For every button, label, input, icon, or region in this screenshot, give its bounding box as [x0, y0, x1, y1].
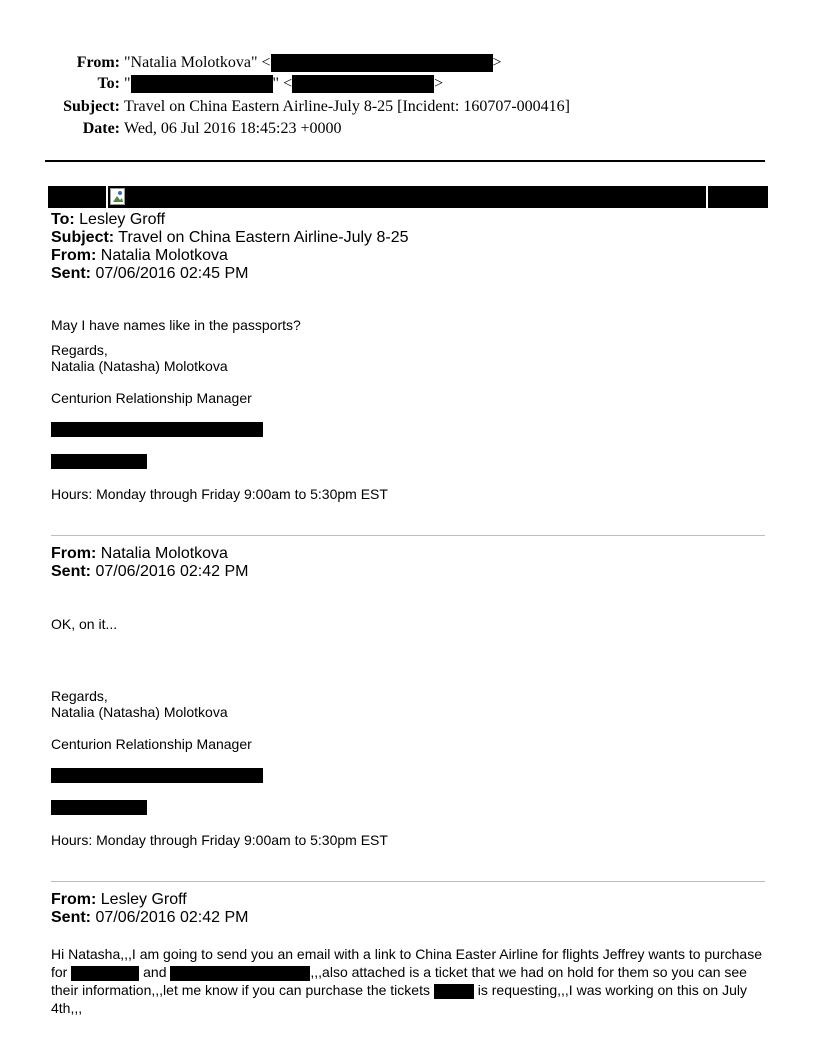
redacted-banner [48, 186, 768, 208]
msg1-hours: Hours: Monday through Friday 9:00am to 5:30pm EST [51, 486, 388, 502]
header-from-name: "Natalia Molotkova" < [124, 54, 271, 71]
msg2-sent [51, 563, 248, 581]
header-date: Wed, 06 Jul 2016 18:45:23 +0000 [124, 120, 342, 137]
msg1-from-label: From: [51, 247, 97, 264]
header-to-label: To: [97, 75, 120, 92]
redaction-box [71, 966, 139, 981]
msg1-title: Centurion Relationship Manager [51, 390, 252, 406]
msg3-line2 [51, 964, 747, 981]
redaction-box [51, 422, 263, 437]
msg1-subject-value: Travel on China Eastern Airline-July 8-25 [118, 229, 409, 246]
msg2-hours: Hours: Monday through Friday 9:00am to 5:30pm EST [51, 832, 388, 848]
msg1-to-label: To: [51, 211, 75, 228]
message-divider [51, 881, 765, 882]
redaction-box [170, 966, 310, 981]
msg1-subject-label: Subject: [51, 229, 115, 246]
msg1-subject [51, 229, 409, 247]
header-subject: Travel on China Eastern Airline-July 8-25 [Incident: 160707-000416] [124, 98, 570, 115]
msg1-to [51, 211, 165, 229]
msg1-from-value: Natalia Molotkova [100, 247, 228, 264]
msg2-regards: Regards, [51, 688, 108, 704]
header-subject-label: Subject: [63, 98, 120, 115]
msg3-line2-for: for [51, 964, 68, 980]
redaction-box [51, 454, 147, 469]
msg3-sent [51, 909, 248, 927]
msg1-sent [51, 265, 248, 283]
header-from-label: From: [76, 54, 120, 71]
msg3-sent-label: Sent: [51, 909, 91, 926]
redaction-box [51, 800, 147, 815]
header-to-close: > [434, 75, 444, 92]
banner-divider [106, 186, 108, 208]
broken-image-icon [110, 188, 125, 205]
msg1-body: May I have names like in the passports? [51, 317, 301, 333]
msg2-from [51, 545, 228, 563]
msg3-line1: Hi Natasha,,,I am going to send you an email with a link to China Easter Airline for flights Jeffrey wants to purchase [51, 946, 762, 962]
redaction-box [51, 768, 263, 783]
msg2-signature-name: Natalia (Natasha) Molotkova [51, 704, 228, 720]
banner-divider [706, 186, 708, 208]
msg1-sent-label: Sent: [51, 265, 91, 282]
msg3-from [51, 891, 187, 909]
msg3-line3 [51, 982, 747, 999]
msg3-from-label: From: [51, 891, 97, 908]
header-to-open: " [124, 75, 131, 92]
msg2-sent-label: Sent: [51, 563, 91, 580]
msg3-sent-value: 07/06/2016 02:42 PM [95, 909, 249, 926]
msg2-from-value: Natalia Molotkova [100, 545, 228, 562]
msg2-body: OK, on it... [51, 616, 118, 632]
redaction-box [131, 75, 273, 93]
msg3-from-value: Lesley Groff [100, 891, 187, 908]
header-divider [45, 160, 765, 162]
msg1-to-value: Lesley Groff [79, 211, 166, 228]
msg1-sent-value: 07/06/2016 02:45 PM [95, 265, 249, 282]
message-divider [51, 535, 765, 536]
msg3-line2-and: and [143, 964, 167, 980]
msg2-sent-value: 07/06/2016 02:42 PM [95, 563, 249, 580]
msg1-signature-name: Natalia (Natasha) Molotkova [51, 358, 228, 374]
header-to-mid: " < [272, 75, 293, 92]
header-from-close: > [492, 54, 502, 71]
msg3-line3-start: their information,,,let me know if you can purchase the tickets [51, 982, 430, 998]
msg3-line2-rest: ,,,also attached is a ticket that we had on hold for them so you can see [310, 964, 747, 980]
msg2-title: Centurion Relationship Manager [51, 736, 252, 752]
msg3-line3-end: is requesting,,,I was working on this on July [477, 982, 747, 998]
msg2-from-label: From: [51, 545, 97, 562]
msg1-regards: Regards, [51, 342, 108, 358]
header-date-label: Date: [82, 120, 120, 137]
redaction-box [271, 54, 493, 72]
redaction-box [434, 984, 474, 999]
msg3-line4: 4th,,, [51, 1000, 83, 1016]
redaction-box [292, 75, 434, 93]
msg1-from [51, 247, 228, 265]
